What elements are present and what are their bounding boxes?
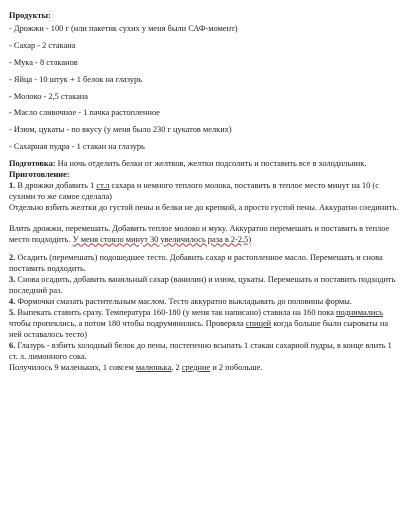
ingredients-list (9, 23, 401, 155)
ingredient-item: - Яйца - 10 штук + 1 белок на глазурь (9, 74, 142, 84)
cooking-heading: Приготовление: (9, 169, 70, 179)
recipe-document (9, 10, 401, 373)
underlined-word: спицей (245, 318, 272, 328)
underlined-word: поднимались (336, 307, 383, 317)
step-number: 3. (9, 274, 16, 284)
ingredient-item: - Масло сливочное - 1 пачка растопленное (9, 108, 160, 118)
spellcheck-underlined-text: У меня стояло минут 30 увеличилось раза в 2-2,5) (72, 234, 252, 244)
step-number: 5. (9, 307, 16, 317)
step-5: 5. Выпекать ставить сразу. Температура 160-180 (у меня так написано) ставила на 160 пока поднимались чтобы пропеклись, а потом 180 чтобы подрумянились. Проверяла спицей когда больше были сыроваты на ней оставалось тесто) (9, 307, 389, 339)
step-1: 1. В дрожжи добавить 1 ст.л сахара и немного теплого молока, поставить в теплое место минут на 10 (с сухими то же самое сделала) (9, 180, 379, 201)
step-number: 1. (9, 180, 16, 190)
result-line: Получилось 9 маленьких, 1 совсем малюнька, 2 средние и 2 побольше. (9, 362, 263, 372)
ingredient-item: - Изюм, цукаты - по вкусу (у меня было 230 г цукатов мелких) (9, 125, 232, 135)
step-1-mix: Влить дрожжи, перемешать. Добавить теплое молоко и муку. Аккуратно перемешать и поставить в теплое место подходить. У меня стояло минут 30 увеличилось раза в 2-2,5) (9, 223, 390, 244)
step-3: 3. Снова осадить, добавить ванильный сахар (ванилин) и изюм, цукаты. Перемешать и поставить подходить последний раз. (9, 274, 396, 295)
prep-text: На ночь отделить белки от желтков, желтки подсолить и поставить все в холодильник. (55, 158, 367, 168)
ingredient-item: - Сахарная пудра - 1 стакан на глазурь (9, 142, 145, 152)
step-4: 4. Формочки смазать растительным маслом. Тесто аккуратно выкладывать до половины формы. (9, 296, 352, 306)
step-number: 6. (9, 340, 16, 350)
ingredient-item: - Сахар - 2 стакана (9, 40, 76, 50)
ingredient-item: - Молоко - 2,5 стакана (9, 91, 88, 101)
underlined-word: малюнька (135, 362, 172, 372)
underlined-word: ст.л (96, 180, 110, 190)
step-number: 2. (9, 252, 16, 262)
step-number: 4. (9, 296, 16, 306)
ingredients-heading: Продукты: (9, 11, 51, 20)
underlined-word: средние (181, 362, 211, 372)
step-6: 6. Глазурь - взбить холодный белок до пены, постепенно всыпать 1 стакан сахарной пудры, в конце влить 1 ст. л. лимонного сока. (9, 340, 392, 361)
prep-paragraph (9, 158, 401, 169)
prep-label: Подготовка: (9, 158, 56, 168)
ingredient-item: - Мука - 8 стаканов (9, 57, 78, 67)
step-2: 2. Осадить (перемешать) подошедшее тесто. Добавить сахар и растопленное масло. Перемешать и снова поставить подходить. (9, 252, 383, 273)
step-1-continued: Отдельно взбить желтки до густой пены и белки не до крепкой, а просто густой пены. Аккуратно соединить. (9, 202, 399, 212)
ingredient-item: - Дрожжи - 100 г (или пакетик сухих у меня были САФ-момент) (9, 24, 238, 33)
